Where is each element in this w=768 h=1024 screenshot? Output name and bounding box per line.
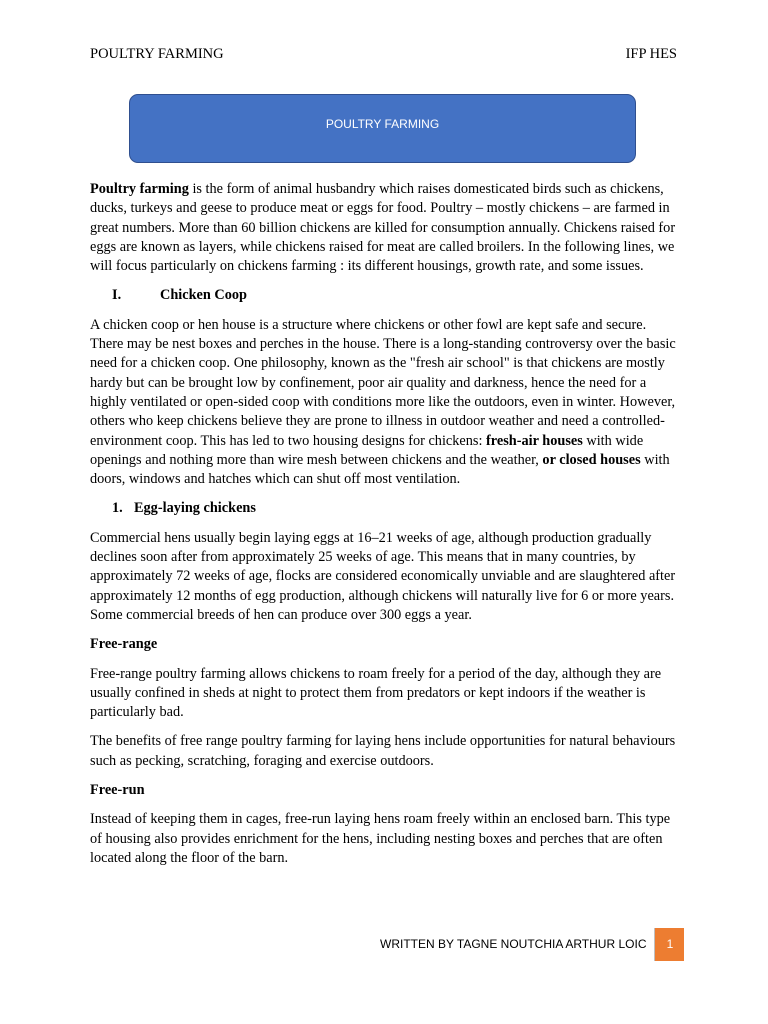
intro-text: is the form of animal husbandry which raises domesticated birds such as chickens, ducks, turkeys and geese to produce meat or eggs for food. Poultry – mostly chickens – are farmed in great numbers. More than 60 billion chickens are killed for consumption annually. Chickens raised for eggs are known as layers, while chickens raised for meat are called broilers. In the following lines, we will focus particularly on chickens farming : its different housings, growth rate, and some issues. — [90, 181, 676, 275]
egg-laying-paragraph: Commercial hens usually begin laying eggs at 16–21 weeks of age, although production gradually declines soon after from approximately 25 weeks of age. This means that in many countries, by approximately 72 weeks of age, flocks are considered economically unviable and are slaughtered after approximately 12 months of egg production, although chickens will naturally live for 6 or more years. Some commercial breeds of hen can produce over 300 eggs a year. — [90, 529, 676, 623]
section-number: I. — [112, 287, 122, 304]
page-number: 1 — [655, 928, 684, 961]
subsection-heading-egg-laying — [90, 499, 680, 518]
chicken-coop-paragraph — [90, 316, 680, 490]
document-body — [90, 180, 680, 878]
header-left-title: POULTRY FARMING — [90, 46, 224, 62]
coop-text-c: with doors, windows and hatches which can shut off most ventilation. — [90, 451, 670, 488]
coop-text-b: with wide openings and nothing more than wire mesh between chickens and the weather, — [90, 432, 644, 468]
subsection-number: 1. — [112, 500, 123, 517]
footer-author: WRITTEN BY TAGNE NOUTCHIA ARTHUR LOIC — [380, 928, 655, 961]
intro-bold-term: Poultry farming — [90, 181, 189, 197]
header-right-title: IFP HES — [625, 46, 677, 62]
intro-paragraph — [90, 180, 680, 276]
title-box-text: POULTRY FARMING — [325, 117, 440, 131]
coop-text-a: A chicken coop or hen house is a structure where chickens or other fowl are kept safe and secure. There may be nest boxes and perches in the house. There is a long-standing controversy over the basic need for a chicken coop. One philosophy, known as the "fresh air school" is that chickens are mostly hardy but can be brought low by confinement, poor air quality and darkness, hence the need for a highly ventilated or open-sided coop with conditions more like the outdoors, even in winter. However, others who keep chickens believe they are prone to illness in outdoor weather and need a controlled-environment coop. This has led to two housing designs for chickens: — [90, 316, 676, 449]
heading-free-range: Free-range — [90, 636, 158, 653]
section-heading-chicken-coop — [90, 286, 680, 305]
page-header — [90, 46, 677, 63]
free-run-paragraph-1: Instead of keeping them in cages, free-run laying hens roam freely within an enclosed barn. This type of housing also provides enrichment for the hens, including nesting boxes and perches that are often located along the floor of the barn. — [90, 811, 671, 866]
heading-free-run: Free-run — [90, 782, 145, 799]
coop-bold-closed-houses: or closed houses — [542, 451, 641, 468]
subsection-title: Egg-laying chickens — [134, 500, 256, 517]
free-range-paragraph-1: Free-range poultry farming allows chickens to roam freely for a period of the day, although they are usually confined in sheds at night to protect them from predators or kept indoors if the weather is particularly bad. — [90, 665, 662, 721]
coop-bold-fresh-air: fresh-air houses — [486, 432, 583, 449]
free-range-paragraph-2: The benefits of free range poultry farming for laying hens include opportunities for natural behaviours such as pecking, scratching, foraging and exercise outdoors. — [90, 733, 676, 769]
section-title: Chicken Coop — [160, 287, 247, 304]
page-footer — [380, 928, 684, 961]
title-box — [129, 94, 636, 163]
